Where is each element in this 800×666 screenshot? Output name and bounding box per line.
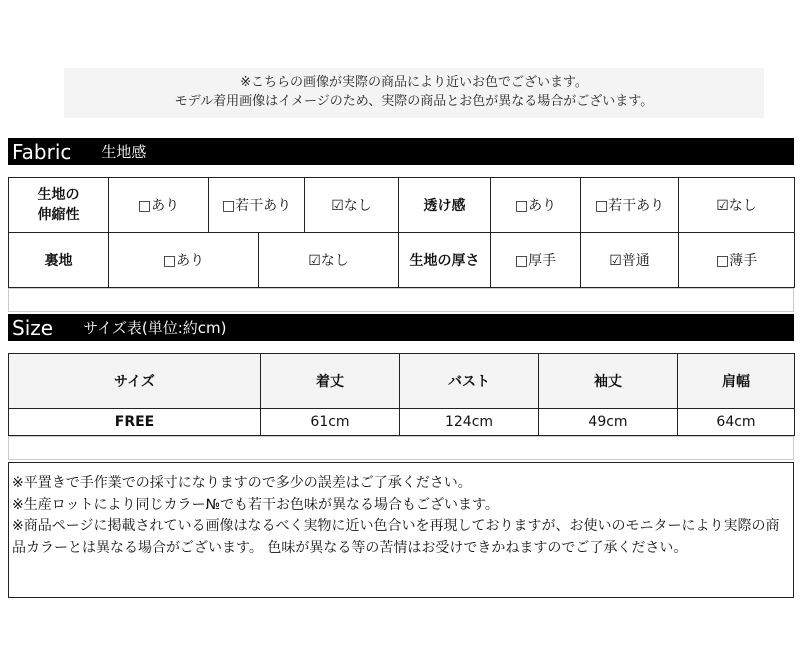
size-spacer [8,436,794,460]
notice-line-2: モデル着用画像はイメージのため、実際の商品とお色が異なる場合がございます。 [174,94,654,109]
fabric-subtitle: 生地感 [101,143,147,161]
notice-line-1: ※こちらの画像が実際の商品により近いお色でございます。 [240,75,588,90]
size-col-length: 着丈 [261,354,400,409]
sheer-label: 透け感 [399,178,491,233]
size-header [8,314,794,341]
sheer-option-yes: □あり [491,178,581,233]
stretch-option-slight: □若干あり [209,178,305,233]
size-col-size: サイズ [9,354,261,409]
thickness-option-thin: □薄手 [679,233,795,288]
lining-label: 裏地 [9,233,109,288]
size-col-sleeve: 袖丈 [539,354,678,409]
fabric-title: Fabric [12,139,72,164]
table-row [9,409,795,436]
size-col-shoulder: 肩幅 [678,354,795,409]
thickness-option-thick: □厚手 [491,233,581,288]
size-header-row [9,354,795,409]
bust-value: 124cm [400,409,539,436]
stretch-option-none: ☑なし [305,178,399,233]
lining-option-none: ☑なし [259,233,399,288]
fabric-row-stretch [9,178,795,233]
measurement-notes [8,462,794,598]
stretch-option-yes: □あり [109,178,209,233]
shoulder-value: 64cm [678,409,795,436]
sheer-option-slight: □若干あり [581,178,679,233]
lining-option-yes: □あり [109,233,259,288]
fabric-spacer [8,288,794,312]
stretch-label: 生地の 伸縮性 [9,178,109,233]
note-1: ※平置きで手作業での採寸になりますので多少の誤差はご了承ください。 [12,475,472,491]
size-col-bust: バスト [400,354,539,409]
thickness-label: 生地の厚さ [399,233,491,288]
sleeve-value: 49cm [539,409,678,436]
size-title: Size [12,315,54,340]
thickness-option-normal: ☑普通 [581,233,679,288]
size-value: FREE [9,409,261,436]
sheer-option-none: ☑なし [679,178,795,233]
note-3: ※商品ページに掲載されている画像はなるべく実物に近い色合いを再現しておりますが、お使いのモニターにより実際の商品カラーとは異なる場合がございます。 色味が異なる等の苦情はお受けできかねますのでご了承ください。 [12,518,780,556]
size-subtitle: サイズ表(単位:約cm) [83,319,227,337]
length-value: 61cm [261,409,400,436]
fabric-table [8,177,795,288]
color-notice [64,68,764,118]
fabric-header [8,138,794,165]
note-2: ※生産ロットにより同じカラー№でも若干お色味が異なる場合もございます。 [12,496,499,513]
size-table [8,353,795,436]
fabric-row-lining [9,233,795,288]
